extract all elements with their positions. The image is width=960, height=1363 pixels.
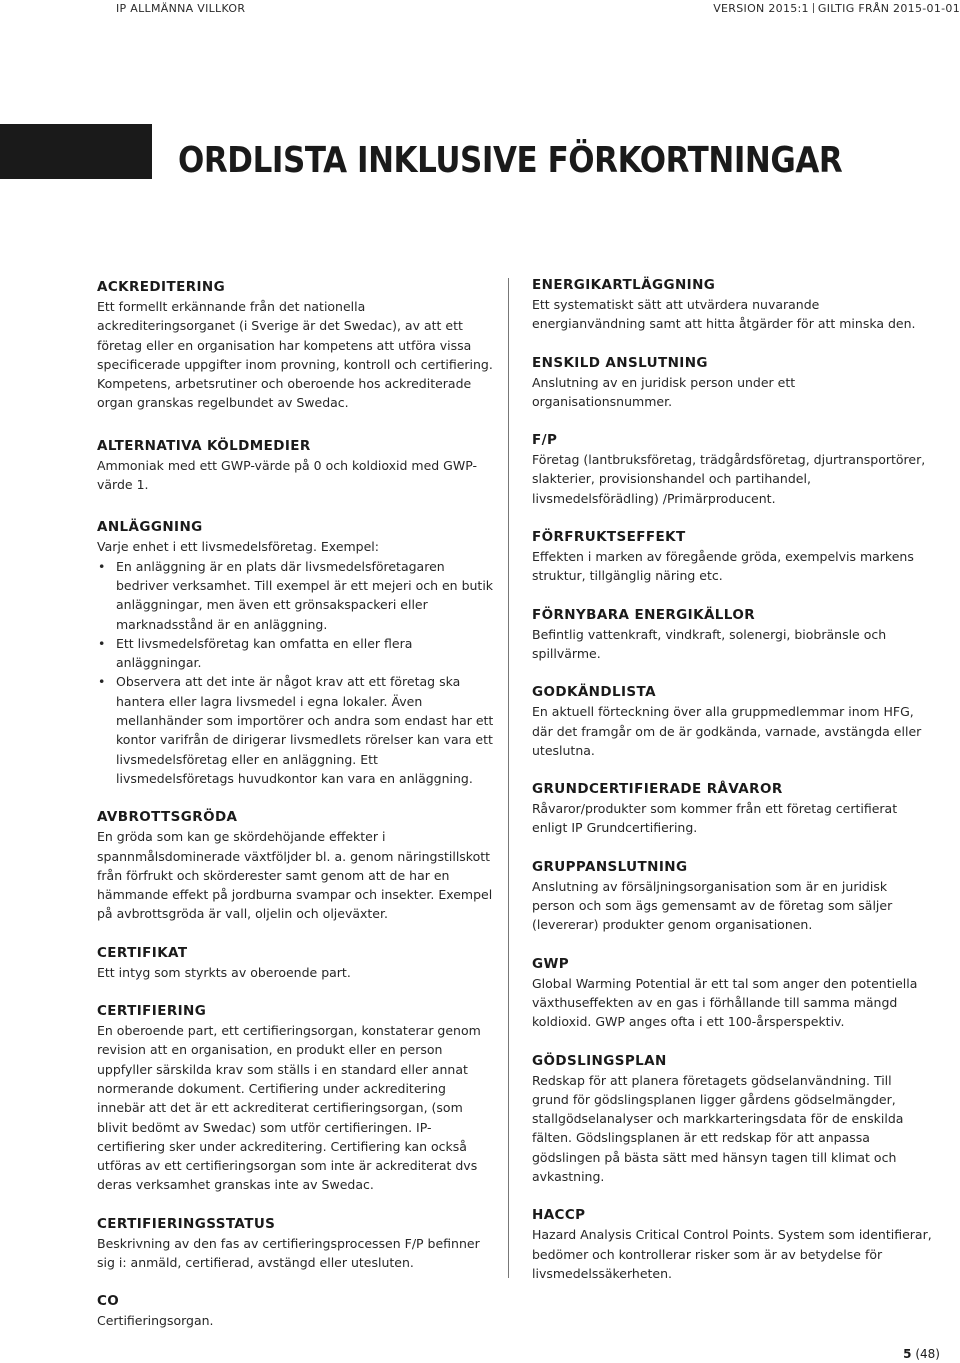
glossary-definition: Varje enhet i ett livsmedelsföretag. Exempel:	[97, 539, 379, 555]
glossary-definition: Anslutning av en juridisk person under ett organisationsnummer.	[532, 374, 796, 409]
glossary-term: CERTIFIERINGSSTATUS	[97, 1215, 276, 1232]
glossary-definition: Råvaror/produkter som kommer från ett företag certifierat enligt IP Grundcertifiering.	[532, 801, 898, 836]
glossary-entry	[532, 528, 932, 586]
glossary-definition: Företag (lantbruksföretag, trädgårdsföretag, djurtransportörer, slakterier, provisionshandel och partihandel, livsmedelsförädling) /Primärproducent.	[532, 452, 926, 506]
bullet-list	[97, 557, 497, 789]
glossary-term: HACCP	[532, 1207, 586, 1224]
glossary-term: GRUPPANSLUTNING	[532, 858, 688, 875]
glossary-definition: Ett intyg som styrkts av oberoende part.	[97, 964, 351, 980]
page-title: ORDLISTA INKLUSIVE FÖRKORTNINGAR	[178, 140, 843, 181]
glossary-entry	[532, 276, 932, 334]
glossary-term: FÖRNYBARA ENERGIKÄLLOR	[532, 606, 755, 623]
glossary-term: ENSKILD ANSLUTNING	[532, 354, 708, 371]
glossary-definition: Global Warming Potential är ett tal som anger den potentiella växthuseffekten av en gas i förhållande till samma mängd koldioxid. GWP anges ofta i ett 100-årsperspektiv.	[532, 975, 918, 1030]
glossary-entry	[97, 278, 497, 413]
glossary-entry	[97, 1292, 497, 1330]
glossary-term: GRUNDCERTIFIERADE RÅVAROR	[532, 781, 783, 798]
glossary-definition: Redskap för att planera företagets gödselanvändning. Till grund för gödslingsplanen ligger gårdens gödselmängder, stallgödselanalyser och markkarteringsdata för de enskilda fälten. Gödslingsplanen är ett redskap för att anpassa gödslingen på bästa sätt med hänsyn tagen till klimat och avkastning.	[532, 1072, 904, 1185]
glossary-term: CERTIFIKAT	[97, 944, 188, 961]
glossary-entry	[97, 518, 497, 788]
glossary-left-column	[97, 274, 497, 1331]
version-label: VERSION 2015:1	[713, 2, 809, 15]
glossary-term: GÖDSLINGSPLAN	[532, 1052, 667, 1069]
glossary-definition: En aktuell förteckning över alla gruppmedlemmar inom HFG, där det framgår om de är godkända, varnade, avstängda eller uteslutna.	[532, 704, 922, 758]
list-item: • En anläggning är en plats där livsmedelsföretagaren bedriver verksamhet. Till exempel är ett mejeri och en butik anläggningar, men även ett grönsakspackeri eller marknadsstånd är en anläggning.	[116, 557, 497, 634]
glossary-term: ANLÄGGNING	[97, 519, 203, 536]
valid-from-label: GILTIG FRÅN 2015-01-01	[817, 2, 960, 15]
glossary-definition: Ammoniak med ett GWP-värde på 0 och koldioxid med GWP-värde 1.	[97, 457, 477, 493]
glossary-entry	[532, 354, 932, 412]
glossary-term: CO	[97, 1293, 120, 1310]
glossary-entry	[532, 858, 932, 935]
title-accent-bar	[0, 124, 152, 179]
glossary-right-column	[532, 274, 932, 1283]
glossary-entry	[532, 1052, 932, 1187]
glossary-entry	[532, 683, 932, 760]
glossary-entry	[532, 955, 932, 1032]
glossary-entry	[532, 431, 932, 508]
document-series-label: IP ALLMÄNNA VILLKOR	[116, 2, 246, 15]
glossary-entry	[532, 606, 932, 664]
glossary-term: ACKREDITERING	[97, 279, 226, 295]
glossary-definition: Effekten i marken av föregående gröda, exempelvis markens struktur, tillgänglig näring etc.	[532, 549, 914, 584]
column-divider	[508, 278, 509, 1278]
glossary-definition: Ett systematiskt sätt att utvärdera nuvarande energianvändning samt att hitta åtgärder för att minska den.	[532, 297, 916, 332]
glossary-entry	[97, 944, 497, 982]
list-item: • Ett livsmedelsföretag kan omfatta en eller flera anläggningar.	[116, 634, 497, 673]
glossary-definition: En gröda som kan ge skördehöjande effekter i spannmålsdominerade växtföljder bl. a. genom näringstillskott från förfrukt och skörderester samt genom att de har en hämmande effekt på jordburna svampar och insekter. Exempel på avbrottsgröda är vall, oljelin och oljeväxter.	[97, 829, 493, 922]
glossary-entry	[97, 437, 497, 495]
glossary-definition: En oberoende part, ett certifieringsorgan, konstaterar genom revision att en organisation, en produkt eller en person uppfyller särskilda krav som ställs i en standard eller annat normerande dokument. Certifiering under ackreditering innebär att det är ett ackrediterat certifieringsorgan, (som blivit bedömt av Swedac) som utför certifieringen. IP-certifiering sker under ackreditering. Certifiering kan också utföras av ett certifieringsorgan som inte är ackrediterat dvs deras verksamhet granskas inte av Swedac.	[97, 1023, 481, 1193]
glossary-entry	[97, 1002, 497, 1195]
version-info	[713, 2, 960, 15]
glossary-term: AVBROTTSGRÖDA	[97, 809, 238, 826]
glossary-definition: Anslutning av försäljningsorganisation som är en juridisk person och som ägs gemensamt av de företag som säljer (levererar) produkter genom organisationen.	[532, 878, 893, 933]
glossary-entry	[97, 1215, 497, 1273]
glossary-term: F/P	[532, 432, 558, 449]
glossary-entry	[97, 808, 497, 923]
glossary-definition: Hazard Analysis Critical Control Points. System som identifierar, bedömer och kontrollerar risker som är av betydelse för livsmedelssäkerheten.	[532, 1227, 932, 1281]
page-number	[903, 1347, 940, 1361]
glossary-term: CERTIFIERING	[97, 1003, 207, 1020]
list-item: • Observera att det inte är något krav att ett företag ska hantera eller lagra livsmedel i egna lokaler. Även mellanhänder som importörer och andra som endast har ett kontor varifrån de dirigerar livsmedlets rörelser kan vara ett livsmedelsföretag eller en anläggning. Ett livsmedelsföretags huvudkontor kan vara en anläggning.	[116, 672, 497, 788]
glossary-definition: Ett formellt erkännande från det nationella ackrediteringsorganet (i Sverige är det Swedac), av att ett företag eller en organisation har kompetens att utföra vissa specificerade uppgifter inom provning, kontroll och certifiering. Kompetens, arbetsrutiner och oberoende hos ackrediterade organ granskas regelbundet av Swedac.	[97, 299, 493, 411]
header-separator	[813, 3, 814, 13]
glossary-term: GODKÄNDLISTA	[532, 684, 656, 701]
glossary-term: FÖRFRUKTSEFFEKT	[532, 529, 686, 546]
glossary-definition: Befintlig vattenkraft, vindkraft, solenergi, biobränsle och spillvärme.	[532, 626, 887, 661]
total-pages: (48)	[915, 1347, 940, 1361]
glossary-definition: Beskrivning av den fas av certifieringsprocessen F/P befinner sig i: anmäld, certifierad, avstängd eller utesluten.	[97, 1235, 480, 1270]
glossary-definition: Certifieringsorgan.	[97, 1313, 214, 1329]
current-page: 5	[903, 1347, 912, 1361]
glossary-term: GWP	[532, 955, 570, 972]
glossary-entry	[532, 780, 932, 838]
glossary-entry	[532, 1206, 932, 1283]
glossary-term: ENERGIKARTLÄGGNING	[532, 277, 716, 293]
glossary-term: ALTERNATIVA KÖLDMEDIER	[97, 437, 311, 454]
